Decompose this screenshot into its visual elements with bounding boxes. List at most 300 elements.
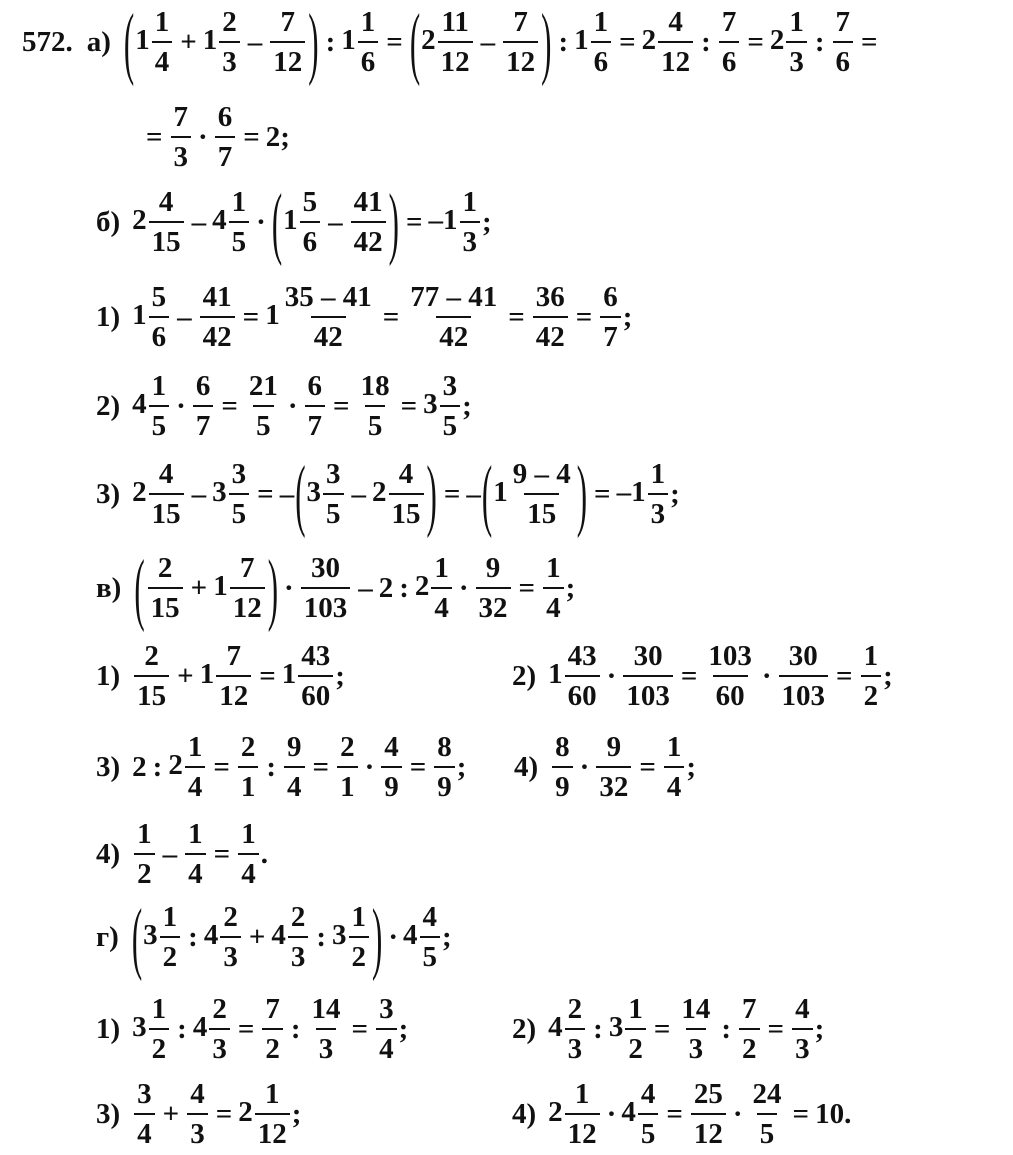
- operator: –: [247, 26, 263, 58]
- fraction-numerator: 7: [742, 993, 757, 1025]
- mixed-number: [132, 188, 186, 257]
- multiply-dot: ·: [287, 390, 298, 422]
- fraction-numerator: 1: [360, 6, 376, 38]
- mixed-number: [621, 1080, 660, 1149]
- fraction-denominator: 6: [591, 41, 612, 77]
- whole-part: 1: [574, 24, 589, 57]
- left-paren: (: [123, 0, 135, 87]
- mixed-number: [415, 554, 454, 623]
- operator: =: [619, 26, 636, 58]
- mixed-number: [265, 283, 377, 352]
- fraction-denominator: 12: [438, 41, 473, 77]
- fraction-numerator: 1: [151, 993, 167, 1025]
- fraction-denominator: 2: [262, 1028, 283, 1064]
- fraction-denominator: 5: [420, 936, 441, 972]
- fraction-denominator: 4: [431, 587, 452, 623]
- right-paren: ): [576, 447, 588, 539]
- operator: =: [237, 1013, 255, 1045]
- fraction-numerator: 7: [226, 640, 241, 672]
- fraction: [309, 995, 344, 1064]
- fraction-denominator: 6: [719, 41, 740, 77]
- fraction-denominator: 2: [739, 1028, 760, 1064]
- operator: =: [767, 1013, 785, 1045]
- equation-line-v1: [96, 642, 345, 711]
- mixed-number: [617, 460, 671, 529]
- operator: –: [191, 478, 207, 510]
- fraction-numerator: 30: [633, 640, 663, 672]
- fraction-numerator: 30: [310, 552, 340, 584]
- fraction-numerator: 36: [535, 281, 565, 313]
- fraction-numerator: 1: [188, 818, 203, 850]
- fraction-numerator: 9: [606, 731, 622, 763]
- fraction-numerator: 11: [441, 6, 469, 38]
- fraction-numerator: 2: [340, 731, 355, 763]
- whole-part: 3: [306, 476, 322, 509]
- operator: –: [480, 26, 496, 58]
- fraction: [305, 372, 326, 441]
- fraction-numerator: 2: [157, 552, 173, 584]
- fraction-denominator: 15: [389, 493, 424, 529]
- fraction-denominator: 2: [861, 675, 882, 711]
- fraction-part: [591, 8, 612, 77]
- fraction-denominator: 3: [171, 136, 192, 172]
- fraction: [187, 1080, 208, 1149]
- fraction: [434, 733, 455, 802]
- fraction-denominator: 32: [476, 587, 511, 623]
- step-label: 3): [96, 478, 121, 510]
- step-label: 2): [96, 390, 121, 422]
- step-label: 2): [512, 1013, 537, 1045]
- fraction-numerator: 21: [248, 370, 278, 402]
- fraction-numerator: 43: [301, 640, 331, 672]
- equation-line-v0: [96, 541, 576, 633]
- fraction-denominator: 12: [230, 587, 265, 623]
- whole-part: 4: [403, 919, 418, 952]
- multiply-dot: ·: [284, 572, 294, 604]
- operator: :: [266, 751, 277, 783]
- operator: =: [409, 751, 427, 783]
- math-text: ;: [686, 751, 697, 783]
- equation-line-b2: [96, 372, 472, 441]
- fraction: [351, 188, 386, 257]
- fraction-denominator: 3: [648, 493, 669, 529]
- fraction-denominator: 3: [565, 1028, 586, 1064]
- fraction-part: [149, 372, 170, 441]
- operator: =: [518, 572, 536, 604]
- mixed-number: [238, 1080, 292, 1149]
- operator: =: [351, 1013, 369, 1045]
- math-text: ;: [462, 390, 472, 422]
- fraction-numerator: 9 – 4: [512, 458, 571, 490]
- multiply-dot: ·: [198, 121, 208, 153]
- equation-line-v2: [512, 642, 893, 711]
- step-label: б): [96, 206, 121, 238]
- fraction-numerator: 4: [190, 1078, 205, 1110]
- math-text: –: [466, 478, 481, 510]
- multiply-dot: ·: [458, 572, 469, 604]
- fraction-numerator: 6: [195, 370, 211, 402]
- math-text: ;: [883, 660, 893, 692]
- fraction-part: [229, 460, 250, 529]
- fraction-denominator: 9: [434, 766, 455, 802]
- whole-part: 4: [621, 1096, 636, 1129]
- operator: =: [508, 301, 525, 333]
- operator: =: [213, 751, 230, 783]
- whole-part: 3: [132, 1011, 147, 1044]
- fraction-part: [152, 8, 173, 77]
- left-paren: (: [131, 890, 143, 982]
- fraction-part: [389, 460, 424, 529]
- fraction: [262, 995, 283, 1064]
- fraction-denominator: 60: [713, 675, 748, 711]
- fraction-denominator: 7: [193, 405, 214, 441]
- fraction-denominator: 6: [358, 41, 379, 77]
- step-label: 4): [512, 1098, 537, 1130]
- fraction-numerator: 1: [264, 1078, 280, 1110]
- fraction: [792, 995, 813, 1064]
- fraction-numerator: 1: [666, 731, 682, 763]
- fraction-denominator: 9: [552, 766, 573, 802]
- fraction-denominator: 2: [625, 1028, 646, 1064]
- fraction-numerator: 2: [212, 993, 227, 1025]
- whole-part: 3: [423, 388, 438, 421]
- whole-part: 1: [548, 658, 563, 691]
- fraction-numerator: 1: [162, 901, 178, 933]
- fraction: [358, 372, 393, 441]
- fraction: [148, 554, 183, 623]
- fraction-denominator: 32: [596, 766, 631, 802]
- operator: =: [400, 390, 418, 422]
- fraction: [301, 554, 351, 623]
- operator: =: [406, 206, 423, 238]
- fraction: [833, 8, 854, 77]
- mixed-number: [132, 460, 186, 529]
- fraction-numerator: 9: [485, 552, 501, 584]
- fraction-denominator: 4: [664, 766, 685, 802]
- fraction-numerator: 1: [154, 6, 170, 38]
- fraction: [600, 283, 621, 352]
- whole-part: 2: [238, 1096, 253, 1129]
- fraction: [270, 8, 305, 77]
- operator: +: [180, 26, 197, 58]
- fraction-denominator: 4: [376, 1028, 397, 1064]
- math-text: ;: [456, 751, 467, 783]
- fraction-denominator: 42: [533, 316, 568, 352]
- operator: :: [316, 921, 327, 953]
- fraction-numerator: 77 – 41: [410, 281, 498, 313]
- fraction: [134, 820, 155, 889]
- right-paren: ): [388, 175, 399, 267]
- fraction-denominator: 5: [757, 1113, 778, 1149]
- fraction-numerator: 4: [668, 6, 683, 38]
- fraction-part: [658, 8, 693, 77]
- mixed-number: [423, 372, 462, 441]
- operator: =: [213, 838, 231, 870]
- equation-line-a1: [22, 0, 884, 87]
- whole-part: 3: [212, 476, 227, 509]
- left-paren: (: [271, 175, 283, 267]
- operator: =: [575, 301, 593, 333]
- fraction-numerator: 2: [144, 640, 159, 672]
- fraction-denominator: 5: [149, 405, 170, 441]
- fraction-denominator: 12: [691, 1113, 726, 1149]
- fraction-numerator: 1: [241, 818, 256, 850]
- fraction-denominator: 12: [255, 1113, 290, 1149]
- fraction-denominator: 3: [209, 1028, 230, 1064]
- fraction-numerator: 14: [311, 993, 341, 1025]
- right-paren: ): [267, 541, 279, 633]
- equation-line-b1: [96, 283, 632, 352]
- equation-line-g0: [96, 890, 452, 982]
- whole-part: 1: [283, 204, 298, 237]
- fraction-numerator: 7: [265, 993, 280, 1025]
- fraction-denominator: 5: [229, 493, 250, 529]
- fraction-denominator: 2: [160, 936, 181, 972]
- fraction-denominator: 4: [543, 587, 564, 623]
- fraction-denominator: 103: [301, 587, 351, 623]
- fraction-denominator: 3: [792, 1028, 813, 1064]
- step-label: 1): [96, 660, 121, 692]
- fraction-denominator: 4: [185, 853, 206, 889]
- mixed-number: [212, 188, 251, 257]
- fraction-numerator: 1: [434, 552, 449, 584]
- fraction-part: [358, 8, 379, 77]
- fraction-part: [185, 733, 206, 802]
- fraction-numerator: 7: [280, 6, 296, 38]
- right-paren: ): [372, 890, 383, 982]
- fraction-denominator: 5: [229, 221, 250, 257]
- operator: –: [358, 572, 373, 604]
- right-paren: ): [541, 0, 552, 87]
- fraction-numerator: 1: [137, 818, 152, 850]
- math-text: 10.: [815, 1098, 852, 1130]
- step-label: 4): [96, 838, 121, 870]
- operator: :: [721, 1013, 732, 1045]
- fraction-denominator: 9: [381, 766, 402, 802]
- fraction: [171, 103, 192, 172]
- operator: =: [312, 751, 330, 783]
- fraction: [596, 733, 631, 802]
- fraction-numerator: 1: [151, 370, 167, 402]
- operator: :: [290, 1013, 301, 1045]
- fraction-denominator: 7: [600, 316, 621, 352]
- fraction-numerator: 30: [788, 640, 818, 672]
- mixed-number: [548, 995, 587, 1064]
- equation-line-b3: [96, 447, 680, 539]
- mixed-number: [429, 188, 483, 257]
- fraction: [861, 642, 882, 711]
- math-text: ;: [291, 1098, 302, 1130]
- step-label: 4): [514, 751, 539, 783]
- fraction: [750, 1080, 785, 1149]
- operator: :: [701, 26, 711, 58]
- fraction-part: [565, 1080, 600, 1149]
- fraction-numerator: 7: [173, 101, 189, 133]
- fraction-denominator: 4: [284, 766, 305, 802]
- fraction-numerator: 3: [379, 993, 394, 1025]
- fraction-denominator: 4: [238, 853, 259, 889]
- fraction-denominator: 3: [219, 41, 240, 77]
- fraction-numerator: 35 – 41: [284, 281, 372, 313]
- fraction-part: [220, 903, 241, 972]
- fraction-denominator: 3: [786, 41, 807, 77]
- step-label: 3): [96, 751, 121, 783]
- fraction-part: [219, 8, 240, 77]
- fraction: [552, 733, 573, 802]
- operator: =: [443, 478, 461, 510]
- fraction-denominator: 6: [833, 41, 854, 77]
- fraction-part: [298, 642, 333, 711]
- math-text: ;: [335, 660, 345, 692]
- mixed-number: [203, 8, 242, 77]
- fraction-denominator: 6: [300, 221, 321, 257]
- fraction: [134, 642, 169, 711]
- equation-line-g1: [96, 995, 408, 1064]
- fraction-numerator: 5: [151, 281, 167, 313]
- fraction-part: [209, 995, 230, 1064]
- mixed-number: [307, 460, 346, 529]
- mixed-number: [642, 8, 696, 77]
- operator: :: [188, 921, 198, 953]
- left-paren: (: [295, 447, 306, 539]
- fraction-denominator: 5: [440, 405, 461, 441]
- equation-line-g4: [512, 1080, 851, 1149]
- mixed-number: [493, 460, 576, 529]
- fraction: [691, 1080, 726, 1149]
- math-text: ;: [442, 921, 452, 953]
- fraction-numerator: 1: [231, 186, 247, 218]
- mixed-number: [212, 460, 251, 529]
- fraction-numerator: 43: [567, 640, 597, 672]
- math-text: –: [279, 478, 295, 510]
- whole-part: 2: [168, 749, 183, 782]
- equation-line-g3: [96, 1080, 301, 1149]
- operator: =: [666, 1098, 683, 1130]
- mixed-number: [770, 8, 809, 77]
- fraction-denominator: 3: [686, 1028, 707, 1064]
- operator: =: [221, 390, 238, 422]
- equation-line-v3: [96, 733, 466, 802]
- fraction: [543, 554, 564, 623]
- operator: :: [814, 26, 825, 58]
- math-text: ;: [398, 1013, 409, 1045]
- operator: =: [653, 1013, 671, 1045]
- fraction-denominator: 15: [134, 675, 169, 711]
- fraction-part: [216, 642, 251, 711]
- operator: –: [351, 478, 367, 510]
- operator: +: [190, 572, 208, 604]
- whole-part: 1: [265, 299, 280, 332]
- multiply-dot: ·: [606, 1098, 617, 1130]
- fraction-part: [460, 188, 481, 257]
- step-label: 2): [512, 660, 537, 692]
- step-label: 3): [96, 1098, 121, 1130]
- fraction: [246, 372, 281, 441]
- whole-part: 4: [271, 919, 286, 952]
- fraction-denominator: 5: [365, 405, 386, 441]
- operator: :: [177, 1013, 187, 1045]
- fraction-numerator: 3: [326, 458, 341, 490]
- fraction-denominator: 15: [148, 587, 183, 623]
- right-paren: ): [426, 447, 437, 539]
- fraction-denominator: 5: [638, 1113, 659, 1149]
- fraction-part: [149, 995, 170, 1064]
- fraction: [193, 372, 214, 441]
- operator: =: [792, 1098, 810, 1130]
- fraction: [185, 820, 206, 889]
- fraction: [533, 283, 568, 352]
- whole-part: 4: [192, 1011, 208, 1044]
- math-text: .: [260, 838, 268, 870]
- whole-part: 1: [493, 476, 508, 509]
- fraction-denominator: 7: [215, 136, 236, 172]
- fraction-numerator: 1: [789, 6, 804, 38]
- whole-part: 2: [548, 1096, 563, 1129]
- fraction: [238, 820, 259, 889]
- fraction-numerator: 1: [546, 552, 561, 584]
- operator: :: [399, 572, 409, 604]
- operator: =: [259, 660, 276, 692]
- fraction-part: [149, 283, 170, 352]
- fraction-numerator: 4: [640, 1078, 656, 1110]
- whole-part: 2: [372, 476, 387, 509]
- operator: :: [593, 1013, 603, 1045]
- step-label: 1): [96, 301, 121, 333]
- whole-part: –1: [428, 204, 458, 237]
- multiply-dot: ·: [606, 660, 617, 692]
- math-text: 2: [132, 751, 147, 783]
- fraction-denominator: 42: [351, 221, 386, 257]
- fraction: [238, 733, 259, 802]
- math-text: 2: [378, 572, 394, 604]
- fraction-denominator: 12: [503, 41, 538, 77]
- operator: –: [177, 301, 192, 333]
- fraction-numerator: 1: [863, 640, 879, 672]
- fraction-numerator: 25: [693, 1078, 723, 1110]
- step-label: а): [86, 26, 111, 58]
- mixed-number: [213, 554, 267, 623]
- equation-line-v4a: [514, 733, 696, 802]
- fraction-part: [288, 903, 309, 972]
- operator: =: [257, 478, 274, 510]
- mixed-number: [135, 8, 174, 77]
- fraction-denominator: 4: [185, 766, 206, 802]
- whole-part: 1: [135, 24, 150, 57]
- fraction: [376, 995, 397, 1064]
- operator: =: [747, 26, 764, 58]
- whole-part: 4: [132, 388, 147, 421]
- fraction-part: [431, 554, 452, 623]
- fraction-denominator: 1: [238, 766, 259, 802]
- operator: =: [594, 478, 611, 510]
- fraction-part: [230, 554, 265, 623]
- fraction-denominator: 6: [149, 316, 170, 352]
- fraction: [779, 642, 829, 711]
- multiply-dot: ·: [364, 751, 375, 783]
- operator: =: [215, 1098, 233, 1130]
- fraction-denominator: 12: [658, 41, 693, 77]
- fraction-denominator: 3: [288, 936, 309, 972]
- math-text: ;: [622, 301, 633, 333]
- multiply-dot: ·: [176, 390, 186, 422]
- left-paren: (: [409, 0, 421, 87]
- fraction-denominator: 5: [253, 405, 274, 441]
- fraction-numerator: 6: [217, 101, 233, 133]
- fraction-numerator: 5: [302, 186, 318, 218]
- math-text: ;: [670, 478, 680, 510]
- fraction-numerator: 24: [752, 1078, 782, 1110]
- whole-part: 3: [143, 919, 158, 952]
